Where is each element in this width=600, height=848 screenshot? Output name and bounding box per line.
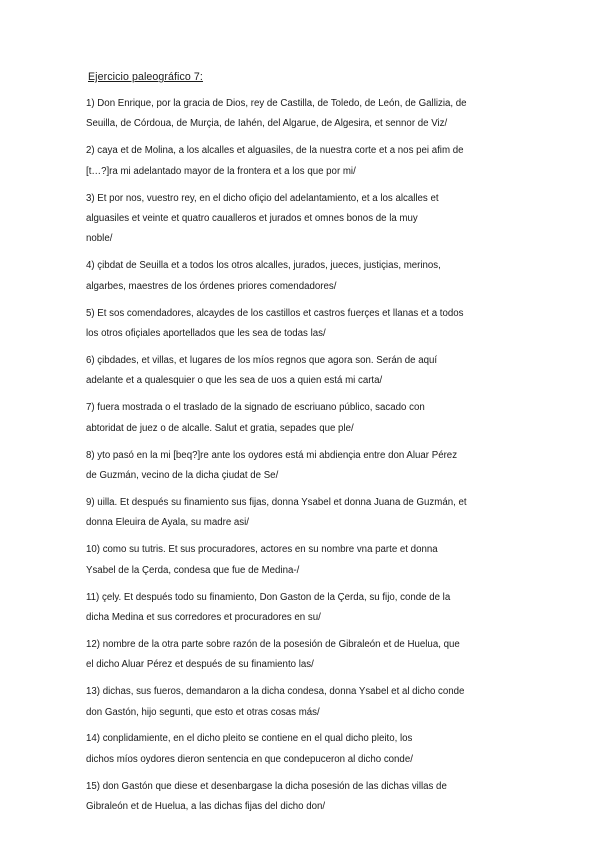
paragraph-line: don Gastón, hijo segunti, que esto et otras cosas más/ <box>86 706 320 718</box>
paragraph-1 <box>86 94 526 135</box>
paragraph-line: 11) çely. Et después todo su finamiento, Don Gaston de la Çerda, su fijo, conde de la <box>86 591 451 603</box>
paragraph-12 <box>86 635 526 676</box>
paragraph-line: adelante et a qualesquier o que les sea de uos a quien está mi carta/ <box>86 375 383 387</box>
paragraph-line: de Guzmán, vecino de la dicha çiudat de Se/ <box>86 470 279 481</box>
paragraph-line: 7) fuera mostrada o el traslado de la signado de escriuano público, sacado con <box>86 402 425 414</box>
paragraph-2 <box>86 141 526 182</box>
paragraph-line: [t…?]ra mi adelantado mayor de la frontera et a los que por mi/ <box>86 165 356 177</box>
paragraph-5 <box>86 304 526 345</box>
paragraph-line: alguasiles et veinte et quatro caualleros et jurados et omnes bonos de la muy <box>86 213 418 225</box>
paragraph-7 <box>86 398 526 439</box>
paragraph-line: 4) çibdat de Seuilla et a todos los otros alcalles, jurados, jueces, justiçias, merinos, <box>86 260 441 272</box>
paragraph-10 <box>86 540 526 581</box>
paragraph-13 <box>86 682 526 723</box>
paragraph-line: donna Eleuira de Ayala, su madre asi/ <box>86 517 249 529</box>
paragraph-line: 15) don Gastón que diese et desenbargase la dicha posesión de las dichas villas de <box>86 780 447 792</box>
paragraph-line: Ysabel de la Çerda, condesa que fue de Medina-/ <box>86 564 300 576</box>
paragraph-line: dichos míos oydores dieron sentencia en que condepuceron al dicho conde/ <box>86 753 413 765</box>
paragraph-line: algarbes, maestres de los órdenes priores comendadores/ <box>86 280 337 292</box>
paragraph-line: 5) Et sos comendadores, alcaydes de los castillos et castros fuerçes et llanas et a todos <box>86 307 464 319</box>
paragraph-list <box>86 94 526 824</box>
paragraph-3 <box>86 189 526 250</box>
paragraph-line: 13) dichas, sus fueros, demandaron a la dicha condesa, donna Ysabel et al dicho conde <box>86 686 465 698</box>
paragraph-4 <box>86 256 526 297</box>
paragraph-line: 12) nombre de la otra parte sobre razón de la posesión de Gibraleón et de Huelua, que <box>86 638 460 650</box>
paragraph-6 <box>86 351 526 392</box>
paragraph-line: 1) Don Enrique, por la gracia de Dios, rey de Castilla, de Toledo, de León, de Gallizia, de <box>86 98 467 109</box>
paragraph-8 <box>86 446 526 487</box>
paragraph-line: abtoridat de juez o de alcalle. Salut et gratia, sepades que ple/ <box>86 422 354 434</box>
paragraph-line: 6) çibdades, et villas, et lugares de los míos regnos que agora son. Serán de aquí <box>86 354 438 366</box>
paragraph-line: el dicho Aluar Pérez et después de su finamiento las/ <box>86 659 314 671</box>
paragraph-9 <box>86 493 526 534</box>
paragraph-line: 10) como su tutris. Et sus procuradores, actores en su nombre vna parte et donna <box>86 544 438 556</box>
paragraph-line: dicha Medina et sus corredores et procuradores en su/ <box>86 611 321 623</box>
paragraph-line: 9) uilla. Et después su finamiento sus fijas, donna Ysabel et donna Juana de Guzmán, et <box>86 496 467 508</box>
paragraph-line: 8) yto pasó en la mi [beq?]re ante los oydores está mi abdiençia entre don Aluar Pérez <box>86 449 458 461</box>
paragraph-15 <box>86 777 526 818</box>
document-title: Ejercicio paleográfico 7: <box>88 71 203 83</box>
paragraph-line: 3) Et por nos, vuestro rey, en el dicho ofiçio del adelantamiento, et a los alcalles et <box>86 192 439 204</box>
paragraph-line: noble/ <box>86 233 113 245</box>
paragraph-14 <box>86 729 526 770</box>
paragraph-11 <box>86 588 526 629</box>
paragraph-line: los otros ofiçiales aportellados que les sea de todas las/ <box>86 328 326 340</box>
paragraph-line: Gibraleón et de Huelua, a las dichas fijas del dicho don/ <box>86 801 326 813</box>
paragraph-line: Seuilla, de Córdoua, de Murçia, de Iahén, del Algarue, de Algesira, et sennor de Viz/ <box>86 118 448 130</box>
paragraph-line: 14) conplidamiente, en el dicho pleito se contiene en el qual dicho pleito, los <box>86 733 413 745</box>
paragraph-line: 2) caya et de Molina, a los alcalles et alguasiles, de la nuestra corte et a nos pei afim de <box>86 145 464 157</box>
